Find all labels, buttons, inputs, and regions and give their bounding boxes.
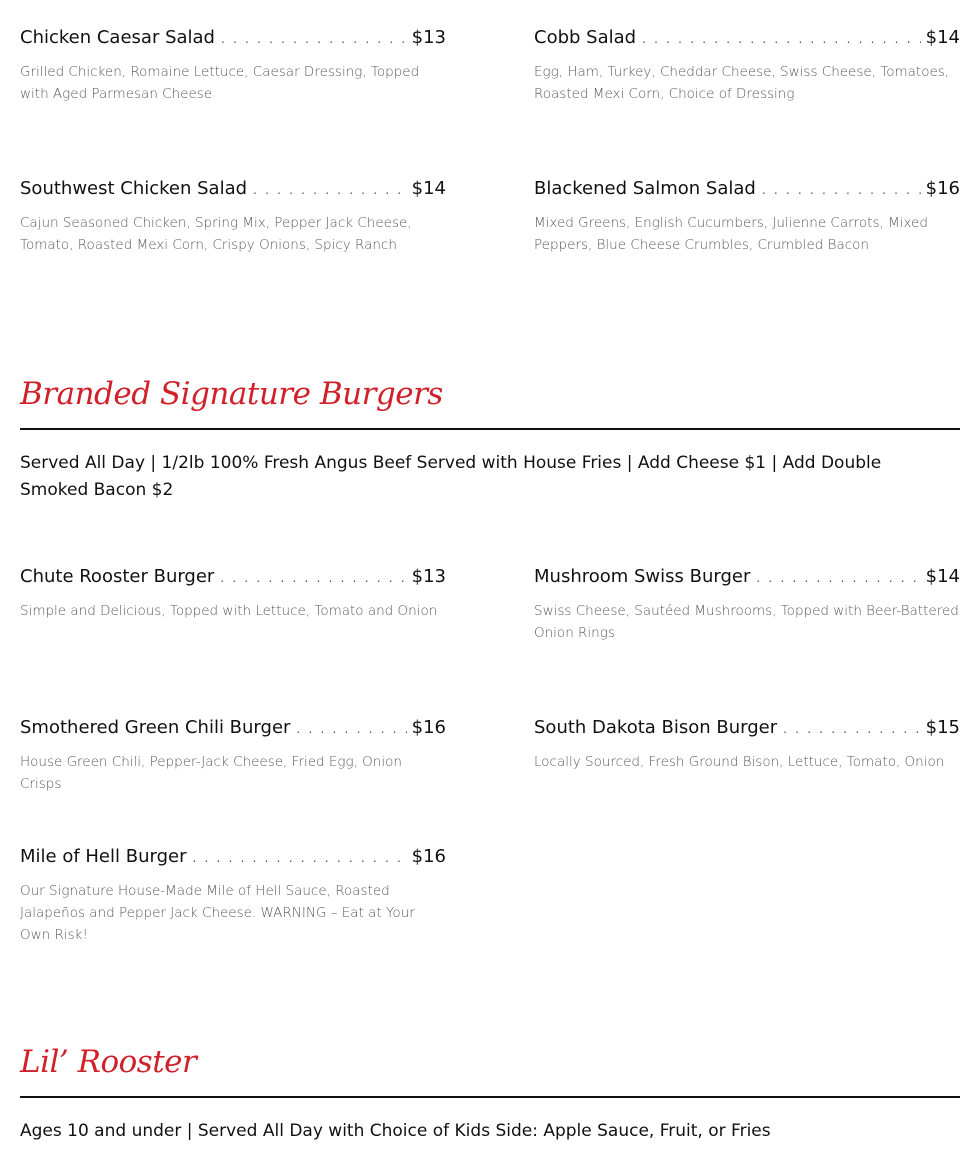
menu-item-name: Southwest Chicken Salad (20, 178, 248, 199)
menu-item-description: Mixed Greens, English Cucumbers, Julienne Carrots, Mixed Peppers, Blue Cheese Crumbles, Crumbled Bacon (534, 215, 928, 253)
menu-item-price: $16 (411, 846, 446, 867)
menu-item-name: Mile of Hell Burger (20, 846, 187, 867)
menu-item-header (20, 564, 446, 590)
dot-leader (762, 177, 921, 203)
section-note-kids: Ages 10 and under | Served All Day with Choice of Kids Side: Apple Sauce, Fruit, or Fries (20, 1121, 771, 1141)
dot-leader (783, 716, 921, 742)
section-title-kids: Lil’ Rooster (20, 1044, 197, 1080)
section-divider (20, 428, 960, 430)
menu-item-price: $14 (411, 178, 446, 199)
menu-item-name: Chute Rooster Burger (20, 566, 215, 587)
menu-item-name: Smothered Green Chili Burger (20, 717, 291, 738)
menu-item-header (20, 25, 446, 51)
menu-item-name: Mushroom Swiss Burger (534, 566, 751, 587)
menu-item-name: Cobb Salad (534, 27, 637, 48)
dot-leader (756, 565, 920, 591)
menu-item-header (534, 564, 960, 590)
menu-item-smothered-green-chili-burger (20, 715, 446, 795)
menu-item-mile-of-hell-burger (20, 844, 446, 946)
menu-item-price: $14 (925, 566, 960, 587)
menu-item-description: House Green Chili, Pepper-Jack Cheese, Fried Egg, Onion Crisps (20, 754, 402, 792)
menu-item-cobb-salad (534, 25, 960, 105)
dot-leader (296, 716, 406, 742)
menu-item-header (20, 844, 446, 870)
dot-leader (192, 845, 406, 871)
dot-leader (642, 26, 921, 52)
menu-item-header (20, 176, 446, 202)
section-divider (20, 1096, 960, 1098)
dot-leader (253, 177, 407, 203)
menu-item-south-dakota-bison-burger (534, 715, 960, 773)
menu-item-header (534, 25, 960, 51)
menu-item-description: Cajun Seasoned Chicken, Spring Mix, Pepper Jack Cheese, Tomato, Roasted Mexi Corn, Crispy Onions, Spicy Ranch (20, 215, 412, 253)
menu-item-price: $16 (925, 178, 960, 199)
menu-item-description: Simple and Delicious, Topped with Lettuce, Tomato and Onion (20, 603, 438, 619)
menu-item-name: South Dakota Bison Burger (534, 717, 778, 738)
section-title-burgers: Branded Signature Burgers (20, 376, 443, 412)
menu-item-header (534, 715, 960, 741)
menu-item-description: Swiss Cheese, Sautéed Mushrooms, Topped with Beer-Battered Onion Rings (534, 603, 959, 641)
menu-item-price: $15 (925, 717, 960, 738)
dot-leader (221, 26, 407, 52)
menu-item-mushroom-swiss-burger (534, 564, 960, 644)
menu-item-price: $14 (925, 27, 960, 48)
menu-item-description: Locally Sourced, Fresh Ground Bison, Lettuce, Tomato, Onion (534, 754, 945, 770)
section-note-burgers: Served All Day | 1/2lb 100% Fresh Angus Beef Served with House Fries | Add Cheese $1 | Add Double Smoked Bacon $2 (20, 453, 882, 500)
menu-item-description: Egg, Ham, Turkey, Cheddar Cheese, Swiss Cheese, Tomatoes, Roasted Mexi Corn, Choice of Dressing (534, 64, 950, 102)
dot-leader (220, 565, 406, 591)
menu-item-name: Chicken Caesar Salad (20, 27, 215, 48)
menu-item-chute-rooster-burger (20, 564, 446, 622)
menu-item-price: $13 (411, 566, 446, 587)
menu-item-chicken-caesar-salad (20, 25, 446, 105)
menu-item-price: $13 (411, 27, 446, 48)
menu-item-price: $16 (411, 717, 446, 738)
menu-item-blackened-salmon-salad (534, 176, 960, 256)
menu-item-name: Blackened Salmon Salad (534, 178, 756, 199)
menu-item-header (20, 715, 446, 741)
menu-item-southwest-chicken-salad (20, 176, 446, 256)
menu-item-description: Grilled Chicken, Romaine Lettuce, Caesar Dressing, Topped with Aged Parmesan Cheese (20, 64, 420, 102)
menu-item-description: Our Signature House-Made Mile of Hell Sauce, Roasted Jalapeños and Pepper Jack Cheese. WARNING – Eat at Your Own Risk! (20, 883, 415, 943)
menu-item-header (534, 176, 960, 202)
